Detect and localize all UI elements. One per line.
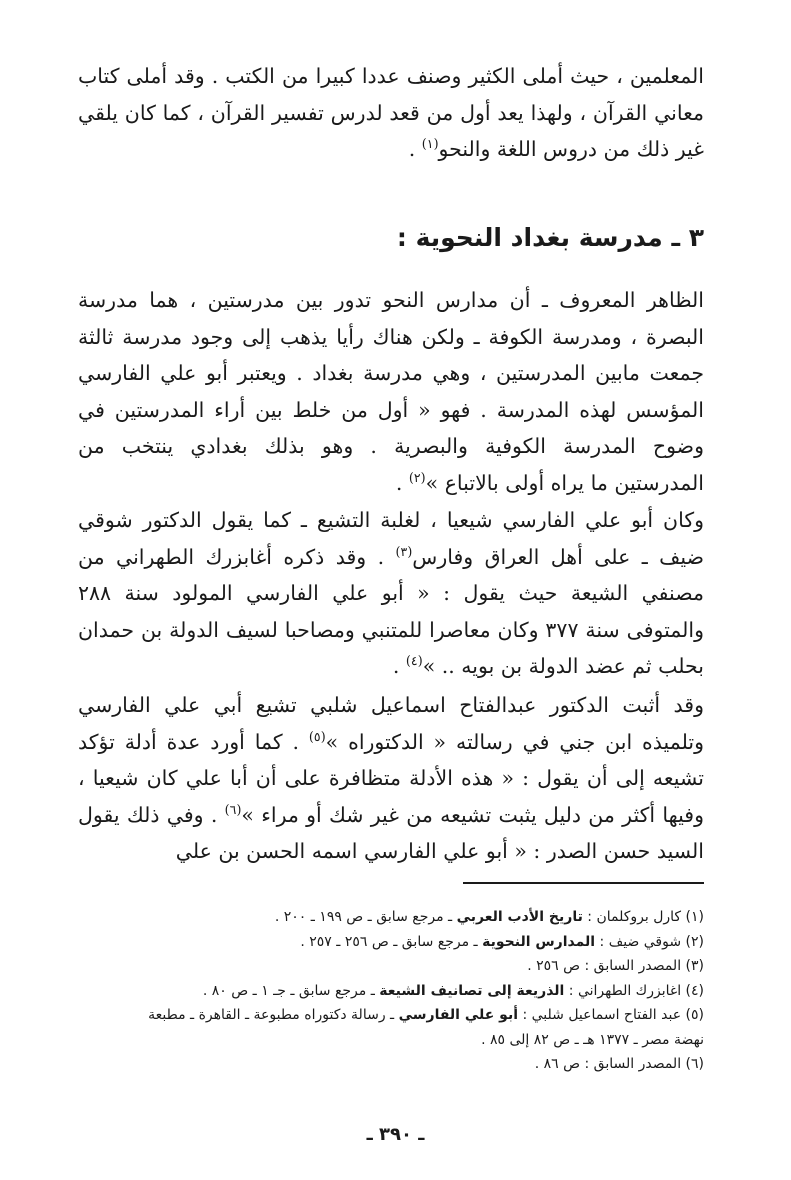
footnote-author: شوقي ضيف :: [595, 933, 686, 950]
section-heading: ٣ ـ مدرسة بغداد النحوية :: [396, 223, 704, 252]
footnote-item: [120, 905, 704, 930]
footnote-title: أبو علي الفارسي: [398, 1007, 518, 1023]
footnote-title: الذريعة إلى تصانيف الشيعة: [379, 982, 565, 999]
footnote-title: تاريخ الأدب العربي: [456, 909, 583, 925]
footnote-reference: (٥): [308, 728, 326, 744]
paragraph-text: وقد أثبت الدكتور عبدالفتاح اسماعيل شلبي تشيع أبي علي الفارسي وتلميذه ابن جني في رسالته « الدكتوراه »: [78, 693, 704, 754]
footnote-author: المصدر السابق : ص ٢٥٦ .: [527, 958, 686, 974]
footnote-number: (٤): [685, 982, 704, 999]
paragraph-continuation: [78, 58, 704, 168]
paragraph-text: وكان أبو علي الفارسي شيعيا ، لغلبة التشيع ـ كما يقول الدكتور شوقي ضيف ـ على أهل العراق وفارس: [78, 508, 704, 569]
footnote-author: عبد الفتاح اسماعيل شلبي :: [518, 1007, 686, 1023]
footnote-title: المدارس النحوية: [482, 933, 596, 950]
paragraph-tail: .: [408, 137, 422, 161]
paragraph-baghdad-school: [78, 282, 704, 501]
footnote-item: [120, 1052, 704, 1077]
footnote-divider: [463, 882, 704, 884]
paragraph-text: الظاهر المعروف ـ أن مدارس النحو تدور بين مدرستين ، هما مدرسة البصرة ، ومدرسة الكوفة ـ ولكن هناك رأيا يذهب إلى وجود مدرسة ثالثة جمعت مابين المدرستين ، وهي مدرسة بغداد . ويعتبر أبو علي الفارسي المؤسس لهذه المدرسة . فهو « أول من خلط بين أراء المدرستين في وضوح المدرسة الكوفية والبصرية . وهو بذلك بغدادي ينتخب من المدرستين ما يراه أولى بالاتباع »: [78, 288, 704, 495]
footnote-reference: (٦): [224, 801, 242, 817]
footnote-number: (٢): [685, 933, 704, 950]
paragraph-tail: . وفي ذلك يقول السيد حسن الصدر : « أبو علي الفارسي اسمه الحسن بن علي: [78, 802, 704, 863]
footnote-details: ـ رسالة دكتوراه مطبوعة ـ القاهرة ـ مطبعة نهضة مصر ـ ١٣٧٧ هـ ـ ص ٨٢ إلى ٨٥ .: [148, 1007, 704, 1048]
footnote-author: المصدر السابق : ص ٨٦ .: [534, 1056, 686, 1072]
footnote-author: كارل بروكلمان :: [582, 909, 686, 925]
footnotes-list: [120, 905, 704, 1077]
footnote-reference: (٢): [408, 469, 426, 485]
footnote-details: ـ مرجع سابق ـ ص ٢٥٦ ـ ٢٥٧ .: [300, 933, 483, 950]
footnote-reference: (٣): [395, 543, 413, 559]
footnote-number: (٣): [685, 958, 704, 974]
footnote-details: ـ مرجع سابق ـ ص ١٩٩ ـ ٢٠٠ .: [274, 909, 457, 925]
paragraph-text: المعلمين ، حيث أملى الكثير وصنف عددا كبيرا من الكتب . وقد أملى كتاب معاني القرآن ، ولهذا يعد أول من قعد لدرس تفسير القرآن ، كما كان يلقي غير ذلك من دروس اللغة والنحو: [78, 64, 704, 161]
footnote-reference: (١): [421, 136, 439, 152]
footnote-item: [120, 1003, 704, 1052]
paragraph-text: . كما أورد عدة أدلة تؤكد تشيعه إلى أن يقول : « هذه الأدلة متظافرة على أن أبا علي كان شيعيا ، وفيها أكثر من دليل يثبت تشيعه من غير شك أو مراء »: [78, 729, 704, 827]
footnote-item: [120, 979, 704, 1004]
paragraph-tail: .: [395, 470, 409, 495]
footnote-item: [120, 954, 704, 979]
footnote-number: (٦): [685, 1056, 704, 1072]
footnote-number: (١): [685, 909, 704, 925]
paragraph-shiism: [78, 502, 704, 685]
footnote-author: اغابزرك الطهراني :: [564, 982, 686, 999]
footnote-item: [120, 930, 704, 955]
paragraph-text: . وقد ذكره أغابزرك الطهراني من مصنفي الشيعة حيث يقول : « أبو علي الفارسي المولود سنة ٢٨٨ والمتوفى سنة ٣٧٧ وكان معاصرا للمتنبي ومصاحبا لسيف الدولة بن حمدان بحلب ثم عضد الدولة بن بويه .. »: [78, 544, 704, 678]
footnote-details: ـ مرجع سابق ـ جـ ١ ـ ص ٨٠ .: [202, 982, 380, 999]
page-number: ـ ٣٩٠ ـ: [366, 1124, 425, 1145]
footnote-number: (٥): [685, 1007, 704, 1023]
paragraph-shalabi: [78, 687, 704, 870]
footnote-reference: (٤): [405, 653, 423, 669]
paragraph-tail: .: [392, 654, 406, 678]
